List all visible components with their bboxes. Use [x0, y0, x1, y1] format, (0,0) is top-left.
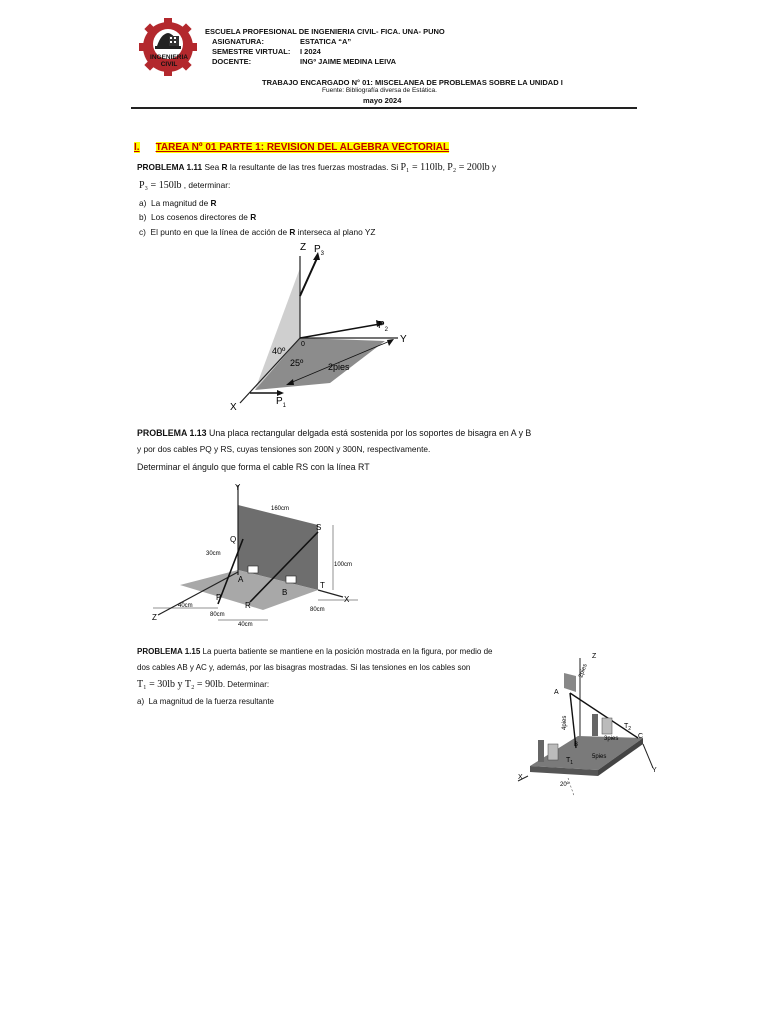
tension-t1-label: $T_1$	[566, 757, 574, 766]
header-value: INGº JAIME MEDINA LEIVA	[300, 57, 397, 66]
problem-1-15-item-a	[137, 696, 274, 708]
axis-x-label: X	[344, 595, 350, 604]
point-s-label: S	[316, 523, 322, 532]
item-letter: c)	[139, 227, 146, 237]
equation-p2: P₂ = 200lb	[447, 162, 490, 173]
distance-label: 2pies	[328, 362, 350, 372]
axis-x-label: X	[518, 774, 523, 781]
axis-z-label: Z	[592, 653, 597, 660]
axis-z-label: Z	[152, 613, 157, 622]
item-bold: R	[289, 227, 296, 237]
date: mayo 2024	[363, 96, 402, 105]
axis-x-label: X	[230, 402, 237, 413]
force-p1-label: $P_1$	[276, 396, 287, 409]
problem-title: PROBLEMA 1.15	[137, 647, 201, 656]
logo-text-line2: CIVIL	[160, 61, 178, 68]
logo-text	[143, 54, 195, 68]
dim-5pies: 5pies	[592, 754, 607, 760]
problem-1-13-line1	[137, 427, 531, 439]
origin-label: 0	[301, 341, 305, 348]
source-note: Fuente: Bibliografía diversa de Estática.	[322, 87, 437, 94]
problem-1-15-line1	[137, 646, 492, 658]
header-row-docente	[212, 57, 512, 67]
vector-r: R	[221, 162, 228, 172]
axis-y-label: Y	[235, 483, 241, 492]
equation-tensions: T₁ = 30lb y T₂ = 90lb	[137, 679, 223, 690]
header-row-semestre	[212, 47, 512, 57]
problem-title: PROBLEMA 1.13	[137, 428, 207, 438]
problem-1-15-line3	[137, 679, 269, 691]
header-label: DOCENTE:	[212, 57, 252, 66]
item-text: El punto en que la línea de acción de	[150, 227, 290, 237]
gear-logo-icon	[133, 16, 203, 78]
point-t-label: T	[320, 581, 325, 590]
item-bold: R	[210, 198, 217, 208]
problem-1-13-line3: Determinar el ángulo que forma el cable RS con la línea RT	[137, 462, 370, 472]
angle-40-label: 40º	[272, 346, 286, 356]
dim-160cm: 160cm	[271, 506, 290, 512]
text: Una placa rectangular delgada está sostenida por los soportes de bisagra en A y B	[206, 428, 532, 438]
point-b-label: B	[282, 588, 288, 597]
header-divider	[131, 107, 637, 109]
problem-1-13-line2: y por dos cables PQ y RS, cuyas tensiones son 200N y 300N, respectivamente.	[137, 444, 431, 454]
axis-y-label: Y	[400, 334, 407, 345]
item-letter: a)	[139, 198, 147, 208]
point-r-label: R	[245, 601, 251, 610]
text: ,	[442, 162, 448, 172]
item-text: La magnitud de la fuerza resultante	[148, 697, 274, 706]
section-title	[134, 142, 449, 153]
angle-25-label: 25º	[290, 358, 304, 368]
dim-4pies: 4pies	[562, 715, 568, 730]
item-text: Los cosenos directores de	[151, 212, 251, 222]
figure-1-11	[220, 238, 440, 418]
header-value: ESTATICA “A”	[300, 37, 352, 46]
axis-z-label: Z	[300, 242, 307, 253]
point-a-label: A	[554, 689, 559, 696]
dim-80cm-right: 80cm	[310, 607, 325, 613]
item-bold: R	[250, 212, 257, 222]
university-logo	[133, 16, 203, 78]
problem-1-15-line2: dos cables AB y AC y, además, por las bisagras mostradas. Si las tensiones en los cables son	[137, 663, 471, 672]
force-p2-label: $P_2$	[378, 320, 389, 333]
figure-1-13	[148, 480, 363, 630]
problem-1-11-item-b	[139, 211, 256, 223]
point-b-label: B	[574, 742, 579, 748]
dim-40cm-left: 40cm	[178, 603, 193, 609]
text: . Determinar:	[222, 680, 270, 689]
header-value: I 2024	[300, 47, 321, 56]
text: La puerta batiente se mantiene en la posición mostrada en la figura, por medio de	[200, 647, 493, 656]
dim-30cm: 30cm	[206, 551, 221, 557]
section-heading: TAREA Nº 01 PARTE 1: REVISION DEL ALGEBRA VECTORIAL	[155, 142, 450, 153]
assignment-title: TRABAJO ENCARGADO N° 01: MISCELANEA DE PROBLEMAS SOBRE LA UNIDAD I	[262, 78, 563, 87]
point-c-label: C	[638, 733, 644, 740]
angle-20-label: 20º	[560, 782, 569, 788]
header-label: SEMESTRE VIRTUAL:	[212, 47, 291, 56]
dim-80cm-bottom: 80cm	[210, 612, 225, 618]
tension-t2-label: $T_2$	[624, 723, 632, 732]
equation-p1: P₁ = 110lb	[400, 162, 443, 173]
text: Sea	[202, 162, 222, 172]
point-a-label: A	[238, 575, 244, 584]
figure-1-15	[508, 648, 664, 800]
text: , determinar:	[181, 180, 231, 190]
axis-y-label: Y	[652, 767, 657, 774]
problem-1-11-line1	[137, 161, 496, 174]
equation-p3: P₃ = 150lb	[139, 180, 182, 191]
problem-1-11-item-a	[139, 197, 217, 209]
dim-40cm-bottom: 40cm	[238, 622, 253, 628]
text: la resultante de las tres fuerzas mostradas. Si	[227, 162, 401, 172]
dim-100cm: 100cm	[334, 562, 353, 568]
point-q-label: Q	[230, 535, 237, 544]
point-p-label: P	[216, 593, 222, 602]
item-text: La magnitud de	[151, 198, 211, 208]
problem-1-11-item-c	[139, 226, 376, 238]
problem-title: PROBLEMA 1.11	[137, 162, 203, 172]
header-row-asignatura	[212, 37, 512, 47]
item-letter: a)	[137, 697, 145, 706]
dim-3pies: 3pies	[604, 736, 619, 742]
logo-text-line1: INGENIERIA	[150, 54, 188, 61]
force-p3-label: $P_3$	[314, 244, 325, 257]
header-label: ASIGNATURA:	[212, 37, 264, 46]
problem-1-11-line2	[139, 179, 230, 192]
dim-2pies: 2pies	[578, 663, 589, 679]
item-text: interseca al plano YZ	[295, 227, 376, 237]
text: y	[489, 162, 497, 172]
school-name: ESCUELA PROFESIONAL DE INGENIERIA CIVIL- FICA. UNA- PUNO	[205, 27, 445, 36]
section-number: I.	[134, 142, 140, 153]
item-letter: b)	[139, 212, 147, 222]
